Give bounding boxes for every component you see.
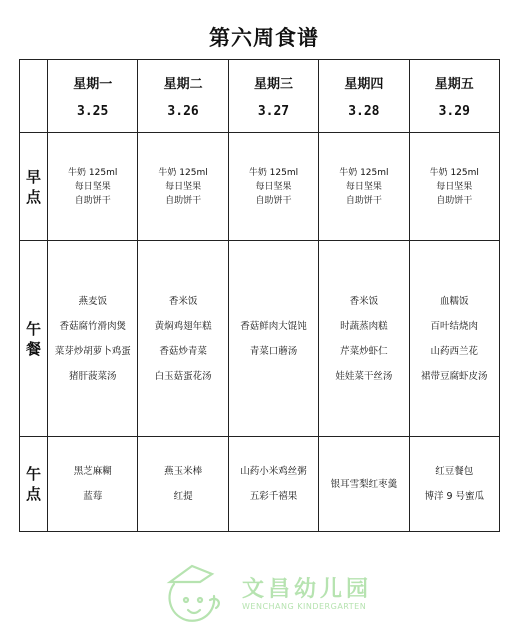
day-name: 星期三	[253, 77, 293, 92]
day-header	[228, 60, 318, 133]
lunch-cell: 香米饭 黄焖鸡翅年糕 香菇炒青菜 白玉菇蛋花汤	[138, 241, 228, 437]
day-name: 星期五	[434, 77, 474, 92]
day-date: 3.28	[348, 104, 380, 119]
day-date: 3.25	[77, 104, 109, 119]
day-header	[138, 60, 228, 133]
kindergarten-logo	[160, 560, 390, 630]
breakfast-cell: 牛奶 125ml 每日坚果 自助饼干	[409, 133, 499, 241]
corner-cell	[20, 60, 48, 133]
meal-label-snack: 午 点	[20, 437, 48, 532]
breakfast-cell: 牛奶 125ml 每日坚果 自助饼干	[319, 133, 409, 241]
snack-cell: 黑芝麻糊 蓝莓	[48, 437, 138, 532]
day-header	[48, 60, 138, 133]
lunch-cell: 血糯饭 百叶结烧肉 山药西兰花 裙带豆腐虾皮汤	[409, 241, 499, 437]
logo-subtitle: WENCHANG KINDERGARTEN	[242, 602, 367, 611]
meal-label-breakfast: 早 点	[20, 133, 48, 241]
day-date: 3.27	[257, 104, 290, 119]
snack-cell: 燕玉米棒 红提	[138, 437, 228, 532]
day-header	[409, 60, 499, 133]
breakfast-cell: 牛奶 125ml 每日坚果 自助饼干	[228, 133, 318, 241]
child-face-icon	[160, 560, 230, 630]
lunch-cell: 香菇鲜肉大馄饨 青菜口蘑汤	[228, 241, 318, 437]
day-name: 星期四	[344, 77, 384, 92]
breakfast-cell: 牛奶 125ml 每日坚果 自助饼干	[48, 133, 138, 241]
lunch-row	[20, 241, 500, 437]
snack-cell: 银耳雪梨红枣羹	[319, 437, 409, 532]
breakfast-row	[20, 133, 500, 241]
day-date: 3.26	[167, 104, 199, 119]
meal-label-lunch: 午 餐	[20, 241, 48, 437]
page-title: 第六周食谱	[209, 26, 319, 50]
day-date: 3.29	[438, 104, 470, 119]
day-name: 星期二	[163, 77, 203, 92]
logo-name: 文昌幼儿园	[242, 577, 373, 602]
header-row	[20, 60, 500, 133]
day-header	[319, 60, 409, 133]
weekly-menu-table	[19, 59, 500, 532]
snack-cell: 山药小米鸡丝粥 五彩千禧果	[228, 437, 318, 532]
lunch-cell: 燕麦饭 香菇腐竹滑肉煲 菜芽炒胡萝卜鸡蛋 猪肝菠菜汤	[48, 241, 138, 437]
day-name: 星期一	[73, 77, 113, 92]
snack-row	[20, 437, 500, 532]
snack-cell: 红豆餐包 博洋 9 号蜜瓜	[409, 437, 499, 532]
breakfast-cell: 牛奶 125ml 每日坚果 自助饼干	[138, 133, 228, 241]
lunch-cell: 香米饭 时蔬蒸肉糕 芹菜炒虾仁 娃娃菜干丝汤	[319, 241, 409, 437]
